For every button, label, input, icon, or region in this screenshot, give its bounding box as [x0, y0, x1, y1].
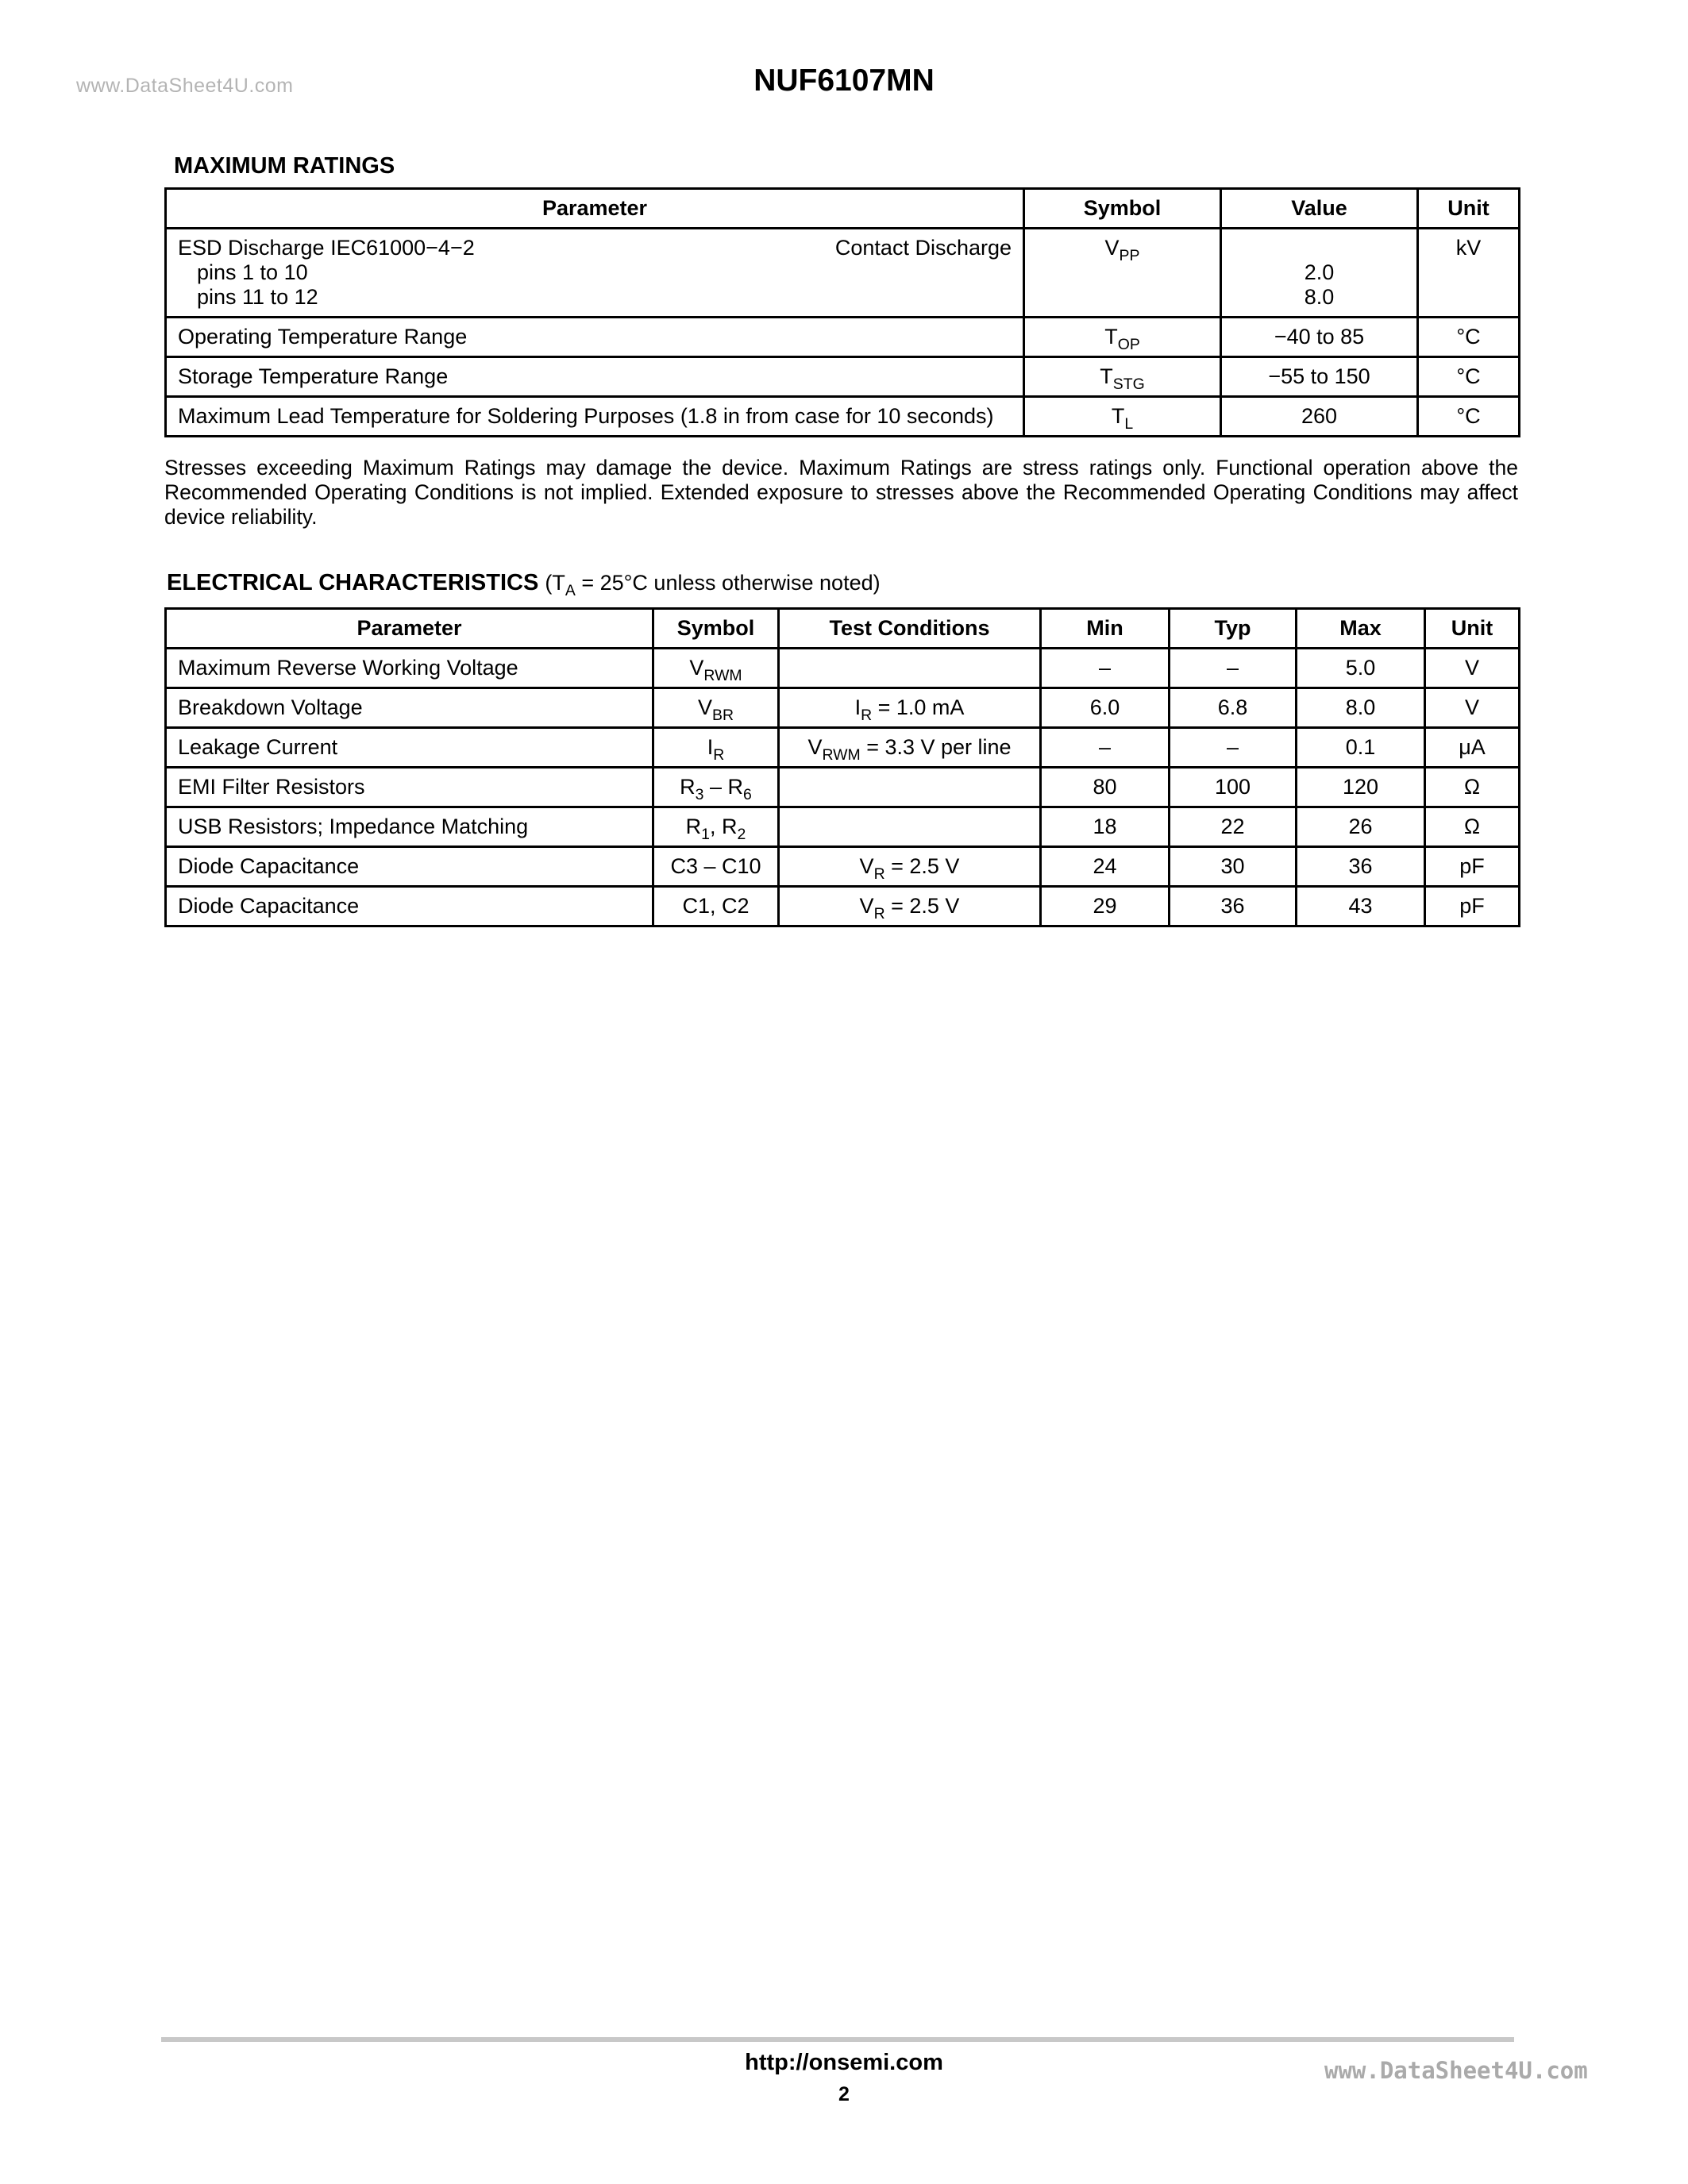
table-row — [166, 357, 1520, 397]
value-cell: −40 to 85 — [1221, 318, 1418, 357]
param-cell: USB Resistors; Impedance Matching — [166, 807, 653, 847]
table-row — [166, 649, 1520, 688]
esd-param: ESD Discharge IEC61000−4−2 — [178, 236, 475, 260]
symbol-cell: $I_R$ — [653, 728, 779, 768]
max-cell: 5.0 — [1297, 649, 1425, 688]
test-condition-cell: $V_R = 2.5$ V — [779, 847, 1041, 887]
max-cell: 26 — [1297, 807, 1425, 847]
min-cell: – — [1041, 649, 1170, 688]
test-condition-cell: $V_R = 2.5$ V — [779, 887, 1041, 926]
param-cell: Leakage Current — [166, 728, 653, 768]
value-cell: −55 to 150 — [1221, 357, 1418, 397]
param-cell: Maximum Lead Temperature for Soldering Purposes (1.8 in from case for 10 seconds) — [166, 397, 1024, 437]
value-cell: 260 — [1221, 397, 1418, 437]
test-condition-cell — [779, 649, 1041, 688]
symbol-cell: C1, C2 — [653, 887, 779, 926]
table-row — [166, 688, 1520, 728]
page-number: 2 — [838, 2083, 850, 2105]
symbol-cell: $V_{PP}$ — [1024, 229, 1221, 318]
table-row — [166, 318, 1520, 357]
table-row — [166, 887, 1520, 926]
col-header: Max — [1297, 609, 1425, 649]
min-cell: 18 — [1041, 807, 1170, 847]
unit-cell: °C — [1418, 397, 1520, 437]
table-row — [166, 807, 1520, 847]
value-cell — [1221, 229, 1418, 318]
table-row — [166, 847, 1520, 887]
table-header-row — [166, 189, 1520, 229]
typ-cell: 30 — [1170, 847, 1297, 887]
elec-title — [167, 570, 881, 599]
col-header: Typ — [1170, 609, 1297, 649]
min-cell: 80 — [1041, 768, 1170, 807]
esd-val2: 8.0 — [1304, 285, 1335, 309]
footer-url[interactable]: http://onsemi.com — [745, 2050, 943, 2075]
param-cell: Operating Temperature Range — [166, 318, 1024, 357]
esd-mode: Contact Discharge — [834, 236, 1012, 260]
col-header: Min — [1041, 609, 1170, 649]
max-cell: 36 — [1297, 847, 1425, 887]
page-title: NUF6107MN — [753, 64, 935, 98]
unit-cell: Ω — [1425, 768, 1520, 807]
max-cell: 43 — [1297, 887, 1425, 926]
unit-cell: kV — [1418, 229, 1520, 318]
min-cell: 24 — [1041, 847, 1170, 887]
symbol-cell: $R_1$, $R_2$ — [653, 807, 779, 847]
test-condition-cell — [779, 807, 1041, 847]
symbol-cell: $V_{RWM}$ — [653, 649, 779, 688]
esd-sub2: pins 11 to 12 — [197, 285, 318, 309]
typ-cell: 22 — [1170, 807, 1297, 847]
col-header: Value — [1221, 189, 1418, 229]
watermark-top: www.DataSheet4U.com — [76, 75, 294, 97]
unit-cell: μA — [1425, 728, 1520, 768]
symbol-cell: $T_{STG}$ — [1024, 357, 1221, 397]
col-header: Parameter — [166, 189, 1024, 229]
col-header: Unit — [1418, 189, 1520, 229]
unit-cell: °C — [1418, 357, 1520, 397]
footer-divider — [161, 2037, 1514, 2042]
table-row — [166, 768, 1520, 807]
symbol-cell: $T_{OP}$ — [1024, 318, 1221, 357]
unit-cell: °C — [1418, 318, 1520, 357]
param-cell — [166, 229, 1024, 318]
min-cell: – — [1041, 728, 1170, 768]
typ-cell: 100 — [1170, 768, 1297, 807]
esd-val1: 2.0 — [1304, 260, 1335, 284]
col-header: Unit — [1425, 609, 1520, 649]
typ-cell: 6.8 — [1170, 688, 1297, 728]
table-row — [166, 229, 1520, 318]
typ-cell: – — [1170, 728, 1297, 768]
symbol-cell: C3 – C10 — [653, 847, 779, 887]
test-condition-cell: $V_{RWM} = 3.3$ V per line — [779, 728, 1041, 768]
max-ratings-title: MAXIMUM RATINGS — [174, 153, 395, 179]
symbol-cell: $T_L$ — [1024, 397, 1221, 437]
max-cell: 8.0 — [1297, 688, 1425, 728]
col-header: Parameter — [166, 609, 653, 649]
param-cell: EMI Filter Resistors — [166, 768, 653, 807]
test-condition-cell: $I_R = 1.0$ mA — [779, 688, 1041, 728]
unit-cell: Ω — [1425, 807, 1520, 847]
min-cell: 29 — [1041, 887, 1170, 926]
elec-condition: ($T_A = 25^\circ C$ unless otherwise noted) — [545, 571, 881, 599]
watermark-bottom: www.DataSheet4U.com — [1324, 2057, 1588, 2084]
table-row — [166, 728, 1520, 768]
unit-cell: V — [1425, 649, 1520, 688]
param-cell: Diode Capacitance — [166, 847, 653, 887]
elec-title-text: ELECTRICAL CHARACTERISTICS — [167, 570, 539, 595]
param-cell: Diode Capacitance — [166, 887, 653, 926]
col-header: Symbol — [1024, 189, 1221, 229]
typ-cell: 36 — [1170, 887, 1297, 926]
symbol-cell: $R_3 - R_6$ — [653, 768, 779, 807]
min-cell: 6.0 — [1041, 688, 1170, 728]
param-cell: Breakdown Voltage — [166, 688, 653, 728]
typ-cell: – — [1170, 649, 1297, 688]
col-header: Test Conditions — [779, 609, 1041, 649]
max-cell: 0.1 — [1297, 728, 1425, 768]
test-condition-cell — [779, 768, 1041, 807]
max-ratings-note: Stresses exceeding Maximum Ratings may damage the device. Maximum Ratings are stress ratings only. Functional operation above the Recommended Operating Conditions is not implied. Extended exposure to stresses above the Recommended Operating Conditions may affect device reliability. — [164, 456, 1518, 529]
unit-cell: V — [1425, 688, 1520, 728]
param-cell: Storage Temperature Range — [166, 357, 1024, 397]
unit-cell: pF — [1425, 847, 1520, 887]
symbol-cell: $V_{BR}$ — [653, 688, 779, 728]
table-header-row — [166, 609, 1520, 649]
table-row — [166, 397, 1520, 437]
esd-sub1: pins 1 to 10 — [197, 260, 308, 284]
elec-table — [164, 607, 1520, 927]
max-ratings-table — [164, 187, 1520, 437]
param-cell: Maximum Reverse Working Voltage — [166, 649, 653, 688]
col-header: Symbol — [653, 609, 779, 649]
unit-cell: pF — [1425, 887, 1520, 926]
max-cell: 120 — [1297, 768, 1425, 807]
